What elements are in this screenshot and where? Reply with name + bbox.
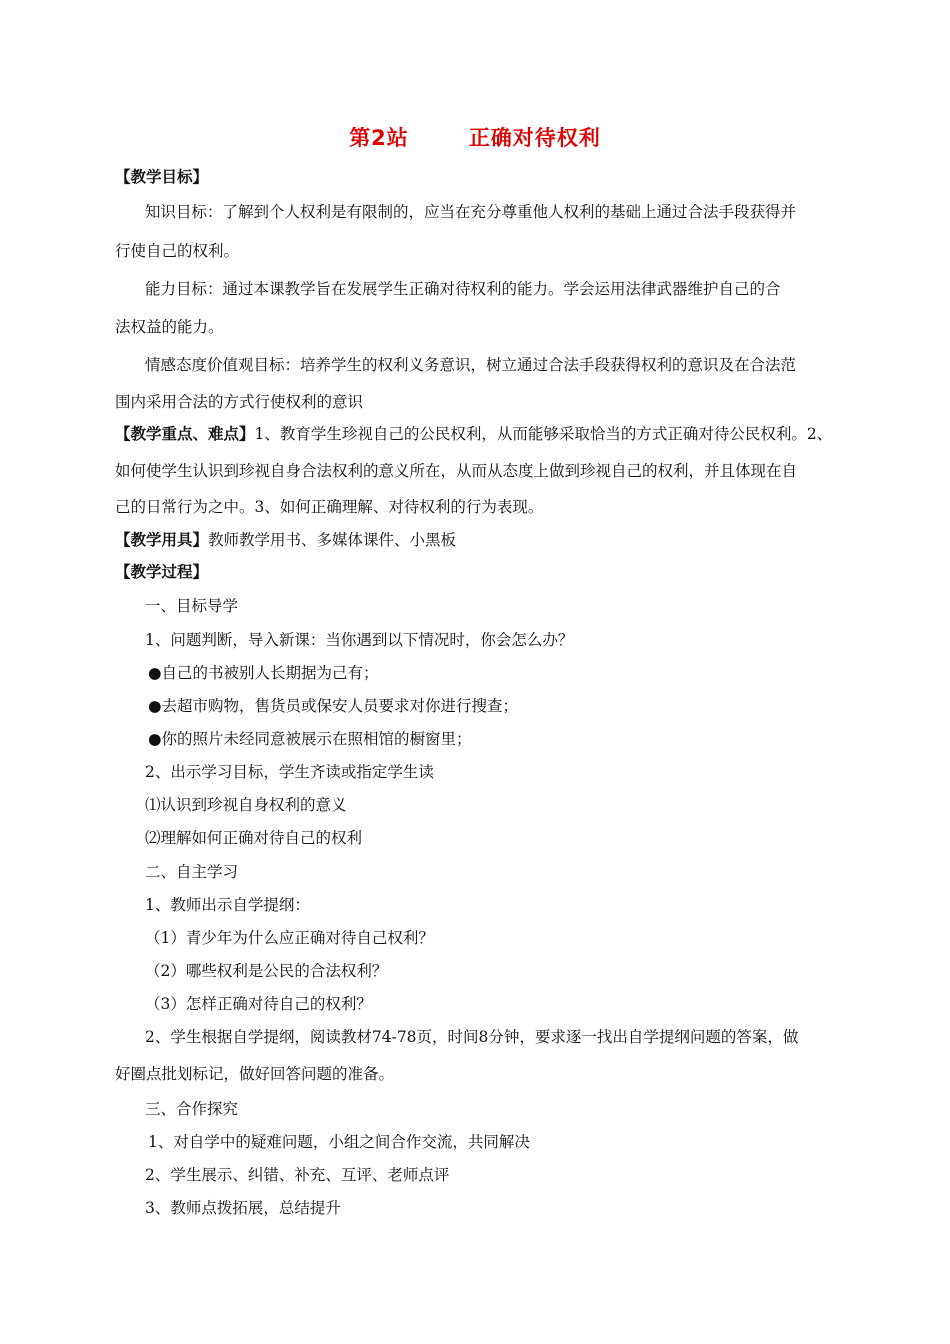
step-2-item-2-line-2: 好圈点批划标记，做好回答问题的准备。 [115,1065,395,1083]
objectives-heading: 【教学目标】 [115,168,209,186]
key-points-line-3: 己的日常行为之中。3、如何正确理解、对待权利的行为表现。 [115,498,544,516]
bullet-item-2: ●去超市购物，售货员或保安人员要求对你进行搜查； [148,697,519,715]
outline-question-3: （3）怎样正确对待自己的权利？ [145,995,372,1013]
ability-goal-line-2: 法权益的能力。 [115,318,224,336]
step-2-item-1: 1、教师出示自学提纲： [145,896,310,914]
key-points-text-1: 1、教育学生珍视自己的公民权利，从而能够采取恰当的方式正确对待公民权利。2、 [254,425,833,443]
step-3-item-3: 3、教师点拨拓展，总结提升 [145,1199,341,1217]
learning-goal-2: ⑵理解如何正确对待自己的权利 [145,829,363,847]
ability-goal-line-1: 能力目标：通过本课教学旨在发展学生正确对待权利的能力。学会运用法律武器维护自己的合 [145,280,781,298]
title-topic: 正确对待权利 [468,126,601,150]
emotion-goal-line-2: 围内采用合法的方式行使权利的意识 [115,393,364,411]
knowledge-goal-line-1: 知识目标：了解到个人权利是有限制的，应当在充分尊重他人权利的基础上通过合法手段获得并 [145,203,797,221]
step-1-item-1: 1、问题判断，导入新课：当你遇到以下情况时，你会怎么办？ [145,631,574,649]
key-points-line-2: 如何使学生认识到珍视自身合法权利的意义所在，从而从态度上做到珍视自己的权利，并且体现在自 [115,462,798,480]
teaching-tools-line [115,528,456,550]
process-heading: 【教学过程】 [115,563,209,581]
outline-question-2: （2）哪些权利是公民的合法权利？ [145,962,388,980]
step-1-heading: 一、目标导学 [145,597,239,615]
document-title [0,122,950,152]
bullet-item-3: ●你的照片未经同意被展示在照相馆的橱窗里； [148,730,472,748]
title-station: 第2站 [349,126,409,150]
teaching-tools-label: 【教学用具】 [115,531,209,549]
knowledge-goal-line-2: 行使自己的权利。 [115,242,240,260]
outline-question-1: （1）青少年为什么应正确对待自己权利？ [145,929,434,947]
key-points-line-1 [115,422,832,444]
teaching-tools-text: 教师教学用书、多媒体课件、小黑板 [208,531,457,549]
step-2-item-2-line-1: 2、学生根据自学提纲，阅读教材74-78页，时间8分钟，要求逐一找出自学提纲问题的答案，做 [145,1028,799,1046]
step-3-item-1: 1、对自学中的疑难问题，小组之间合作交流，共同解决 [148,1133,530,1151]
step-2-heading: 二、自主学习 [145,863,239,881]
step-3-heading: 三、合作探究 [145,1100,239,1118]
learning-goal-1: ⑴认识到珍视自身权利的意义 [145,796,347,814]
key-points-label: 【教学重点、难点】 [115,425,255,443]
step-3-item-2: 2、学生展示、纠错、补充、互评、老师点评 [145,1166,450,1184]
step-1-item-2: 2、出示学习目标，学生齐读或指定学生读 [145,763,434,781]
emotion-goal-line-1: 情感态度价值观目标：培养学生的权利义务意识，树立通过合法手段获得权利的意识及在合法范 [145,356,797,374]
bullet-item-1: ●自己的书被别人长期据为己有； [148,664,379,682]
